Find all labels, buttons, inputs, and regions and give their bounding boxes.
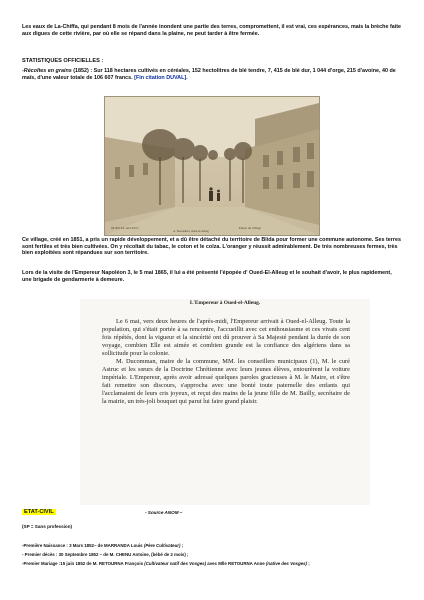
newspaper-clipping <box>80 299 370 505</box>
stats-heading: STATISTIQUES OFFICIELLES : <box>22 58 104 64</box>
intro-paragraph: Les eaux de La-Chiffa, qui pendant 8 mois de l'année inondent une partie des terres, compromettent, il est vrai, ces espérances, mais la brèche faite aux digues de cette rivière, par où elle se répand dans la plaine, ne peut tarder à être fermée. <box>22 24 402 37</box>
sp-note: (SP = Sans profession) <box>22 524 73 529</box>
newspaper-paragraph-1: Le 6 mai, vers deux heures de l'après-midi, l'Empereur arrivait à Oued-el-Alleug. Toute la population, qui s'était portée à sa rencontre, l'accueillit avec cet enthousiasme et ces vivats cent fois répétés, dont la vigueur et la sincérité ont dû prouver à Sa Majesté pendant la durée de son voyage, combien Elle est aimée et combien grande est la confiance des algériens dans sa sollicitude pour la colonie. <box>102 318 350 357</box>
record-italic: (Cultivateur natif des Vosges) <box>144 561 207 566</box>
stats-year: (1852) <box>73 68 89 74</box>
record-suffix-2: ; <box>307 561 310 566</box>
record-suffix: ; <box>180 543 184 548</box>
visit-paragraph: Lors de la visite de l'Empereur Napoléon 3, le 5 mai 1865, il lui a été présenté l'épopée d' Oued-El-Alleug et le souhait d'avoir, le plus rapidement, une brigade de gendarmerie à demeure. <box>22 270 392 283</box>
record-italic-2: (native des Vosges) <box>265 561 307 566</box>
stats-paragraph <box>22 68 402 81</box>
record-first-birth <box>22 543 412 548</box>
record-text: -Premier Mariage :15 juin 1852 de M. RETOURNA François <box>22 561 145 566</box>
source-note: - Source ANOM – <box>145 510 183 515</box>
newspaper-body <box>102 318 350 406</box>
newspaper-title: L'Empereur à Oued-el-Alleug. <box>189 300 261 306</box>
record-first-death <box>22 552 412 557</box>
stats-text: : Sur 118 hectares cultivés en céréales, 152 hectolitres de blé tendre, 7, 415 de blé dur, 1 044 d'orge, 215 d'avoine, 40 de maïs, d'une valeur totale de 106 607 francs. <box>22 68 396 81</box>
record-italic: (Père Cultivateur) <box>143 543 181 548</box>
stats-tail: . <box>186 74 188 81</box>
newspaper-paragraph-2: M. Ducomman, maire de la commune, MM. les conseillers municipaux (1), M. le curé Astruc et les sœurs de la Doctrine Chrétienne avec leurs jeunes élèves, entourèrent la voiture impériale. L'Empereur, après avoir adressé quelques paroles gracieuses à M. le Maire, et s'être fait remettre son discours, s'approcha avec une bonté toute paternelle des enfants qui l'acclamaient de leurs cris joyeux, et reçut des mains de la jeune fille de M. Bailly, secrétaire de la mairie, un très-joli bouquet qui parut lui faire grand plaisir. <box>102 358 350 405</box>
record-suffix: avec Mlle RETOURNA Anne <box>206 561 266 566</box>
record-first-marriage <box>22 561 412 566</box>
stats-citation: [Fin citation DUVAL] <box>134 74 187 81</box>
village-street-illustration <box>105 97 319 235</box>
record-text: - Premier décès : 30 Septembre 1852 – de M. CHENU Antoine, (bébé de 2 mois) ; <box>22 552 189 557</box>
village-photo <box>104 96 320 236</box>
photo-photographer: A. Tessonniere, Oued-el-Alleug <box>173 230 209 233</box>
village-paragraph: Ce village, créé en 1851, a pris un rapide développement, et a dû être détaché du territoire de Blida pour former une commune autonome. Ses terres sont fertiles et très bien cultivées. On y récoltait du tabac, le coton et le colza. L'oranger y réussit admirablement. De très nombreuses fermes, très bien exploitées sont répandues sur son territoire. <box>22 237 401 257</box>
photo-caption-right: Entrée du Village <box>238 226 261 230</box>
photo-caption-left: OUED-EL-ALLEUG <box>111 226 139 230</box>
record-text: -Première Naissance : 3 Mars 1852– de MARRANDA Louis <box>22 543 144 548</box>
etat-civil-label: ETAT-CIVIL <box>24 509 54 515</box>
stats-label: -Récoltes en grains <box>22 68 72 74</box>
